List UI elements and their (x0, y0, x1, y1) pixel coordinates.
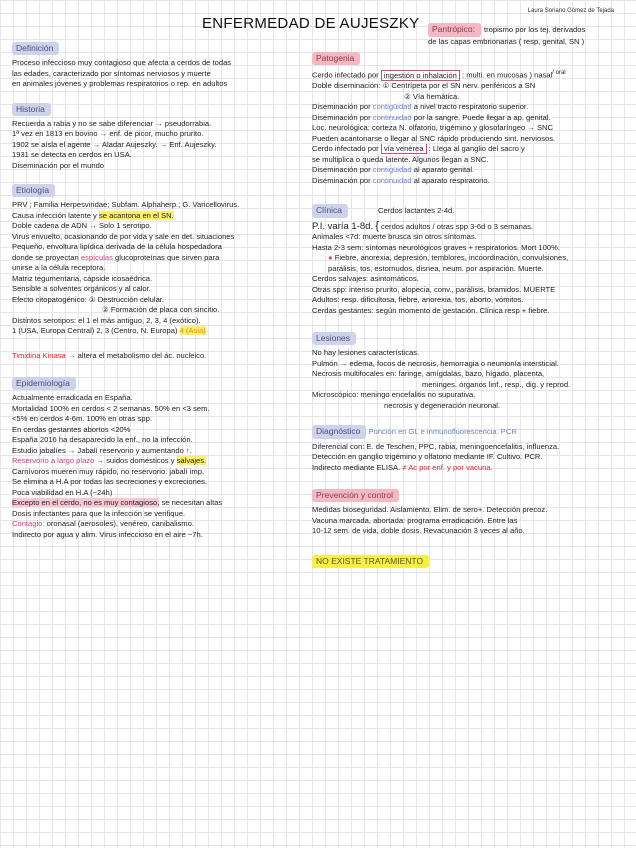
lesiones-line: meninges. órganos linf., resp., dig. y reprod. (422, 379, 571, 389)
pantropico-line-1: tropismo por los tej. derivados (484, 25, 586, 34)
prevencion-section (312, 485, 630, 537)
patogenia-line: ② Vía hemática. (404, 91, 460, 101)
lesiones-line: Necrosis multifocales en: faringe, amígdalas, bazo, hígado, placenta, (312, 369, 545, 379)
lesiones-tag: Lesiones (312, 332, 356, 345)
clinica-section (312, 202, 630, 316)
epidemiologia-section (12, 373, 304, 540)
lesiones-line: No hay lesiones características. (312, 348, 420, 358)
patogenia-line: Diseminación por continuidad al aparato respiratorio. (312, 175, 490, 185)
prevencion-line: Medidas bioseguridad. Aislamiento. Elim. de sero+. Detección precoz. (312, 505, 548, 515)
diagnostico-pcr: Punción en GL e inmunofluorescencia. PCR (366, 427, 517, 437)
reservorio-word: Reservorio a largo plazo (12, 456, 95, 465)
epidemiologia-line: Poca viabilidad en H.A (~24h) (12, 487, 113, 497)
etiologia-line: unirse a la célula receptora. (12, 263, 106, 272)
etiologia-line: Doble cadena de ADN → Solo 1 serotipo. (12, 221, 152, 230)
etiologia-section (12, 180, 304, 337)
excepto-highlight: Excepto en el cerdo, no es muy contagioso, (12, 498, 160, 507)
historia-line: 1902 se aísla el agente → Aladar Aujeszky. → Enf. Aujeszky. (12, 139, 217, 149)
etiologia-line: 1 (USA, Europa Central) 2, 3 (Centro, N. Europa) 4 (Asia) (12, 326, 206, 335)
epidemiologia-line: Mortalidad 100% en cerdos < 2 semanas. 50% en <3 sem. (12, 403, 210, 413)
contiguidad-word: contigüidad (372, 102, 412, 112)
etiologia-tag: Etiología (12, 184, 55, 197)
tratamiento-section (312, 551, 630, 571)
prevencion-line: 10-12 sem. de vida, doble dosis. Revacunación 3 veces al año. (312, 526, 525, 536)
continuidad-word: continuidad (372, 112, 412, 122)
patogenia-line: Loc. neurológica: corteza N. olfatorio, trigémino y glosofaríngeo → SNC (312, 123, 554, 133)
latent-highlight: se acantona en el SN. (98, 210, 174, 220)
historia-section (12, 99, 304, 172)
timidina-section (12, 351, 304, 362)
clinica-line: Cerdos salvajes: asintomáticos. (312, 274, 419, 284)
definicion-section (12, 38, 304, 90)
lesiones-line: Microscópico: meningo encefalitis no supurativa. (312, 390, 476, 400)
right-column (312, 48, 630, 580)
epidemiologia-line: Se elimina a H.A por todas las secreciones y excreciones. (12, 477, 208, 486)
clinica-line: Otras spp: intenso prurito, alopecia, conv., parálisis, bramidos. MUERTE (312, 284, 556, 294)
page-title: ENFERMEDAD DE AUJESZKY (202, 15, 420, 32)
clinica-line: Hasta 2-3 sem: síntomas neurológicos graves + respiratorios. Mort 100%. (312, 242, 560, 252)
ingestion-box: ingestión o inhalación (381, 70, 460, 81)
patogenia-line: se multiplica o queda latente. Algunos llegan a SNC. (312, 154, 489, 164)
lesiones-line: necrosis y degeneración neuronal. (384, 400, 501, 410)
historia-line: Diseminación por el mundo (12, 160, 105, 170)
etiologia-line: Matriz tegumentaria, cápside icosaédrica. (12, 273, 153, 283)
etiologia-line: Sensible a solventes orgánicos y al calor. (12, 284, 151, 293)
etiologia-line: donde se proyectan espículas glucoproteínas que sirven para (12, 252, 220, 262)
author-name: Laura Soriano Gómez de Tejada (527, 8, 614, 14)
patogenia-tag: Patogenia (312, 52, 360, 65)
diagnostico-line: Detección en ganglio trigémino y olfatorio mediante IF. Cultivo. PCR. (312, 452, 543, 462)
timidina-rest: altera el metabolismo del ác. nucleico. (75, 350, 207, 360)
etiologia-line: Efecto citopatogénico: ① Destrucción celular. (12, 294, 165, 304)
pantropico-line-2: de las capas embrionarias ( resp, genital, SN ) (428, 36, 585, 46)
epidemiologia-line: Dosis infectantes para que la infección se verifique. (12, 508, 186, 518)
elisa-note: ≠ Ac por enf. y por vacuna. (402, 462, 493, 472)
patogenia-line: Diseminación por contigüidad al aparato genital. (312, 165, 475, 175)
via-venerea-box: vía venérea (381, 144, 427, 154)
clinica-pi-line: P.I. varía 1-8d. { cerdos adultos / otras spp 3-6d o 3 semanas. (312, 220, 533, 232)
prevencion-line: Vacuna marcada, abortada: programa erradicación. Entre las (312, 515, 518, 525)
epidemiologia-line: Estudio jabalíes → Jabalí reservorio y aumentando ↑. (12, 445, 192, 455)
pantropico-tag: Pantrópico: (428, 23, 481, 37)
lesiones-line: Pulmón → edema, focos de necrosis, hemorragia o neumonía intersticial. (312, 358, 559, 368)
etiologia-line: Distintos serotipos: el 1 el más antiguo, 2, 3, 4 (exótico). (12, 315, 201, 325)
epidemiologia-line: España 2016 ha desaparecido la enf., no la infección. (12, 435, 193, 444)
patogenia-line: Cerdo infectado por ingestión o inhalación : multi. en mucosas ) nasal$^{/ oral}$ (312, 70, 566, 80)
etiologia-line: PRV ; Familia Herpesviridae; Subfam. Alphaherp.; G. Varicellovirus. (12, 200, 240, 209)
patogenia-line: Pueden acantonarse o llegar al SNC rápido produciendo sint. nerviosos. (312, 133, 556, 143)
clinica-line: ● Fiebre, anorexia, depresión, temblores, incoordinación, convulsiones, (328, 253, 569, 263)
salvajes-highlight: salvajes. (176, 456, 207, 465)
epidemiologia-line: Carnívoros mueren muy rápido, no reservorio. jabalí imp. (12, 466, 205, 476)
contiguidad-word: contigüidad (372, 165, 412, 175)
epidemiologia-line: Excepto en el cerdo, no es muy contagioso, se necesitan altas (12, 498, 223, 507)
historia-line: Recuerda a rabia y no se sabe diferenciar → pseudorrabia. (12, 118, 212, 128)
contagio-word: Contagio: (12, 519, 45, 528)
diagnostico-section (312, 423, 630, 473)
espiculas-word: espículas (80, 252, 113, 262)
epidemiologia-line: En cerdas gestantes abortos <20% (12, 424, 131, 434)
epidemiologia-line: Reservorio a largo plazo → suidos domésticos y salvajes. (12, 456, 207, 465)
etiologia-line: ② Formación de placa con sincitio. (102, 305, 220, 314)
clinica-line: Adultos: resp. dificultosa, fiebre, anorexia, tos, aborto, vómitos. (312, 295, 524, 305)
definicion-tag: Definición (12, 42, 59, 55)
pantropico-note (428, 23, 633, 47)
clinica-line: Cerdas gestantes: según momento de gestación. Clínica resp + fiebre. (312, 305, 550, 315)
diagnostico-line: Indirecto mediante ELISA. ≠ Ac por enf. y por vacuna. (312, 462, 493, 472)
prevencion-tag: Prevención y control (312, 489, 399, 502)
left-column (12, 38, 304, 549)
continuidad-word: continuidad (372, 175, 412, 185)
epidemiologia-line: Contagio: oronasal (aerosoles), venéreo, canibalismo. (12, 519, 194, 528)
diagnostico-tag: Diagnóstico (312, 425, 366, 439)
patogenia-line: Diseminación por contigüidad a nivel tracto respiratorio superior. (312, 102, 529, 112)
asia-highlight: 4 (Asia) (179, 326, 206, 335)
etiologia-line: Pequeño, envoltura lipídica derivada de la célula hospedadora (12, 242, 222, 251)
epidemiologia-line: Actualmente erradicada en España. (12, 393, 133, 402)
patogenia-line: Doble diseminación: ① Centrípeta por el SN nerv. periféricos a SN (312, 81, 536, 91)
lesiones-section (312, 328, 630, 411)
historia-line: 1ª vez en 1813 en bovino → enf. de picor, mucho prurito. (12, 129, 204, 138)
patogenia-section (312, 48, 630, 186)
diagnostico-line: Diferencial con: E. de Teschen, PPC, rabia, meningoencefalitis, influenza. (312, 441, 560, 451)
definicion-line: en animales jóvenes y problemas respiratorios o rep. en adultos (12, 79, 228, 88)
etiologia-line: Virus envuelto, ocasionando de por vida y sale en det. situaciones (12, 231, 235, 241)
clinica-line: parálisis, tos, estornudos, disnea, neum. por aspiración. Muerte. (328, 263, 544, 273)
definicion-line: Proceso infeccioso muy contagioso que afecta a cerdos de todas (12, 58, 232, 67)
timidina-kinasa: Timidina Kinasa → (12, 350, 76, 360)
epidemiologia-line: Indirecto por agua y alim. Virus infeccioso en el aire ~7h. (12, 529, 203, 539)
etiologia-line: Causa infección latente y se acantona en el SN. (12, 210, 174, 220)
patogenia-line: Cerdo infectado por vía venérea : Llega al ganglio del sacro y (312, 144, 525, 154)
patogenia-line: Diseminación por continuidad por la sangre. Puede llegar a ap. genital. (312, 112, 551, 122)
tratamiento-tag: NO EXISTE TRATAMIENTO (312, 555, 429, 568)
epidemiologia-tag: Epidemiología (12, 377, 76, 390)
epidemiologia-line: <5% en cerdos 4-6m. 100% en otras spp. (12, 414, 152, 423)
clinica-line: Animales <7d: muerte brusca sin otros síntomas. (312, 232, 477, 242)
historia-tag: Historia (12, 103, 51, 116)
brace-a: Cerdos lactantes 2-4d. (377, 206, 455, 216)
historia-line: 1931 se detecta en cerdos en USA. (12, 150, 132, 159)
clinica-tag: Clínica (312, 204, 348, 218)
definicion-line: las edades, caracterizado por síntomas nerviosos y muerte (12, 68, 211, 78)
